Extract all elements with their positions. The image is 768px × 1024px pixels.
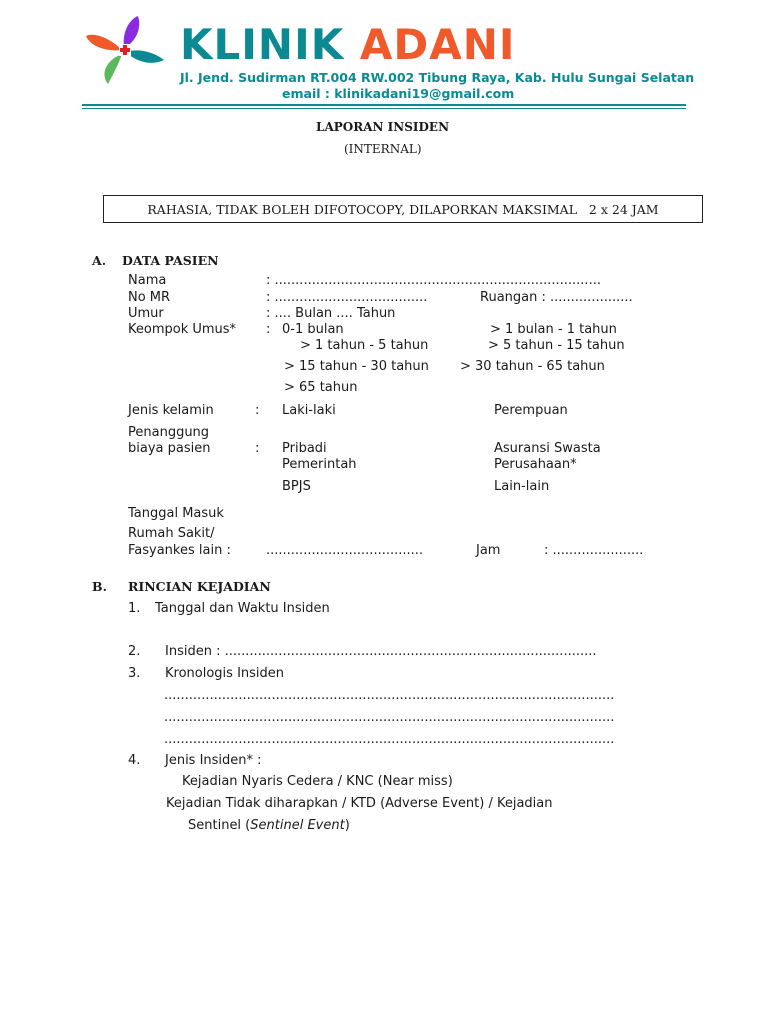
logo-cross-icon (119, 44, 131, 56)
sentinel-suffix: ) (344, 818, 350, 833)
kronologis-line-2[interactable]: ............................................................................................................. (164, 710, 615, 725)
mr-field[interactable]: : ..................................... (266, 290, 428, 305)
payer-option-bpjs[interactable] (266, 479, 311, 494)
payer-option-label: Asuransi Swasta (494, 441, 601, 456)
age-option-label: > 1 bulan - 1 tahun (490, 322, 617, 337)
kronologis-line-1[interactable]: ............................................................................................................. (164, 688, 615, 703)
age-option-15-30-tahun[interactable] (284, 359, 429, 374)
payer-option-perusahaan[interactable] (478, 457, 577, 472)
nama-label: Nama (128, 273, 167, 288)
payer-option-pemerintah[interactable] (266, 457, 357, 472)
header-divider-thick (82, 104, 686, 106)
age-option-label: > 1 tahun - 5 tahun (300, 338, 429, 353)
jenis-option-label: Kejadian Tidak diharapkan / KTD (Adverse Event) / Kejadian (166, 796, 553, 811)
rumah-sakit-label: Rumah Sakit/ (128, 526, 215, 541)
jenis-option-ktd-continued (188, 818, 350, 833)
item-4-number: 4. (128, 753, 141, 768)
report-subtitle: (INTERNAL) (344, 142, 422, 156)
kelompok-umur-label: Keompok Umus* (128, 322, 237, 337)
age-option-label: > 65 tahun (284, 380, 358, 395)
logo-petal-orange-icon (86, 35, 122, 51)
insiden-field[interactable]: Insiden : .......................................................................................... (165, 644, 597, 659)
jenis-option-knc[interactable] (166, 774, 453, 789)
payer-option-label: BPJS (282, 479, 311, 494)
item-3-label: Kronologis Insiden (165, 666, 285, 681)
logo-petal-purple-icon (124, 16, 140, 48)
age-option-30-65-tahun[interactable] (460, 359, 605, 374)
age-option-1bulan-1tahun[interactable] (476, 322, 617, 337)
age-option-label: 0-1 bulan (282, 322, 344, 337)
sentinel-prefix: Sentinel ( (188, 818, 251, 833)
jenis-kelamin-label: Jenis kelamin (128, 403, 214, 418)
logo-petal-teal-icon (126, 50, 164, 62)
age-option-5-15-tahun[interactable] (476, 338, 625, 353)
report-title: LAPORAN INSIDEN (316, 120, 450, 134)
payer-option-label: Pribadi (282, 441, 327, 456)
gender-option-perempuan[interactable] (478, 403, 568, 418)
age-option-label: > 5 tahun - 15 tahun (488, 338, 625, 353)
tanggal-masuk-label: Tanggal Masuk (128, 506, 224, 521)
age-option-label: > 15 tahun - 30 tahun (284, 359, 429, 374)
jenis-option-label: Kejadian Nyaris Cedera / KNC (Near miss) (182, 774, 453, 789)
payer-option-label: Pemerintah (282, 457, 357, 472)
confidential-notice-text: RAHASIA, TIDAK BOLEH DIFOTOCOPY, DILAPORKAN MAKSIMAL 2 x 24 JAM (147, 201, 659, 217)
header-divider-thin (82, 108, 686, 109)
umur-field[interactable]: : .... Bulan .... Tahun (266, 306, 396, 321)
biaya-pasien-label: biaya pasien (128, 441, 211, 456)
kronologis-line-3[interactable]: ............................................................................................................. (164, 732, 615, 747)
section-b-heading: RINCIAN KEJADIAN (128, 579, 271, 594)
kelompok-colon: : (266, 322, 271, 337)
section-a-letter: A. (92, 253, 107, 268)
clinic-email: email : klinikadani19@gmail.com (282, 86, 515, 101)
payer-option-lain-lain[interactable] (478, 479, 549, 494)
biaya-colon: : (255, 441, 260, 456)
payer-option-pribadi[interactable] (266, 441, 327, 456)
item-3-number: 3. (128, 666, 141, 681)
payer-option-label: Perusahaan* (494, 457, 577, 472)
clinic-logo (82, 14, 168, 86)
age-option-0-1-bulan[interactable] (282, 322, 344, 337)
jam-field[interactable]: : ...................... (544, 543, 644, 558)
penanggung-label: Penanggung (128, 425, 210, 440)
payer-option-label: Lain-lain (494, 479, 550, 494)
jam-label: Jam (476, 543, 501, 558)
brand-name-adani: ADANI (359, 20, 516, 69)
age-option-65-tahun[interactable] (284, 380, 357, 395)
gender-option-label: Laki-laki (282, 403, 336, 418)
age-option-label: > 30 tahun - 65 tahun (460, 359, 605, 374)
jenis-kelamin-colon: : (255, 403, 260, 418)
payer-option-asuransi-swasta[interactable] (478, 441, 601, 456)
ruangan-field[interactable]: Ruangan : .................... (480, 290, 633, 305)
item-2-number: 2. (128, 644, 141, 659)
clinic-address: Jl. Jend. Sudirman RT.004 RW.002 Tibung Raya, Kab. Hulu Sungai Selatan (180, 70, 695, 85)
logo-petal-green-icon (104, 54, 122, 84)
nama-field[interactable]: : ............................................................................... (266, 273, 601, 288)
age-option-1-5-tahun[interactable] (288, 338, 428, 353)
gender-option-laki-laki[interactable] (266, 403, 336, 418)
mr-label: No MR (128, 290, 171, 305)
item-1-label: Tanggal dan Waktu Insiden (155, 601, 330, 616)
gender-option-label: Perempuan (494, 403, 568, 418)
tanggal-masuk-field[interactable]: ...................................... (266, 543, 424, 558)
item-4-label: Jenis Insiden* : (165, 753, 262, 768)
fasyankes-label: Fasyankes lain : (128, 543, 231, 558)
confidential-notice (103, 195, 703, 223)
sentinel-event-text: Sentinel Event (250, 818, 345, 833)
jenis-option-ktd[interactable] (166, 796, 552, 811)
item-1-number: 1. (128, 601, 141, 616)
section-a-heading: DATA PASIEN (122, 253, 219, 268)
brand-name (180, 20, 516, 69)
brand-name-klinik: KLINIK (180, 20, 345, 69)
section-b-letter: B. (92, 579, 107, 594)
umur-label: Umur (128, 306, 164, 321)
